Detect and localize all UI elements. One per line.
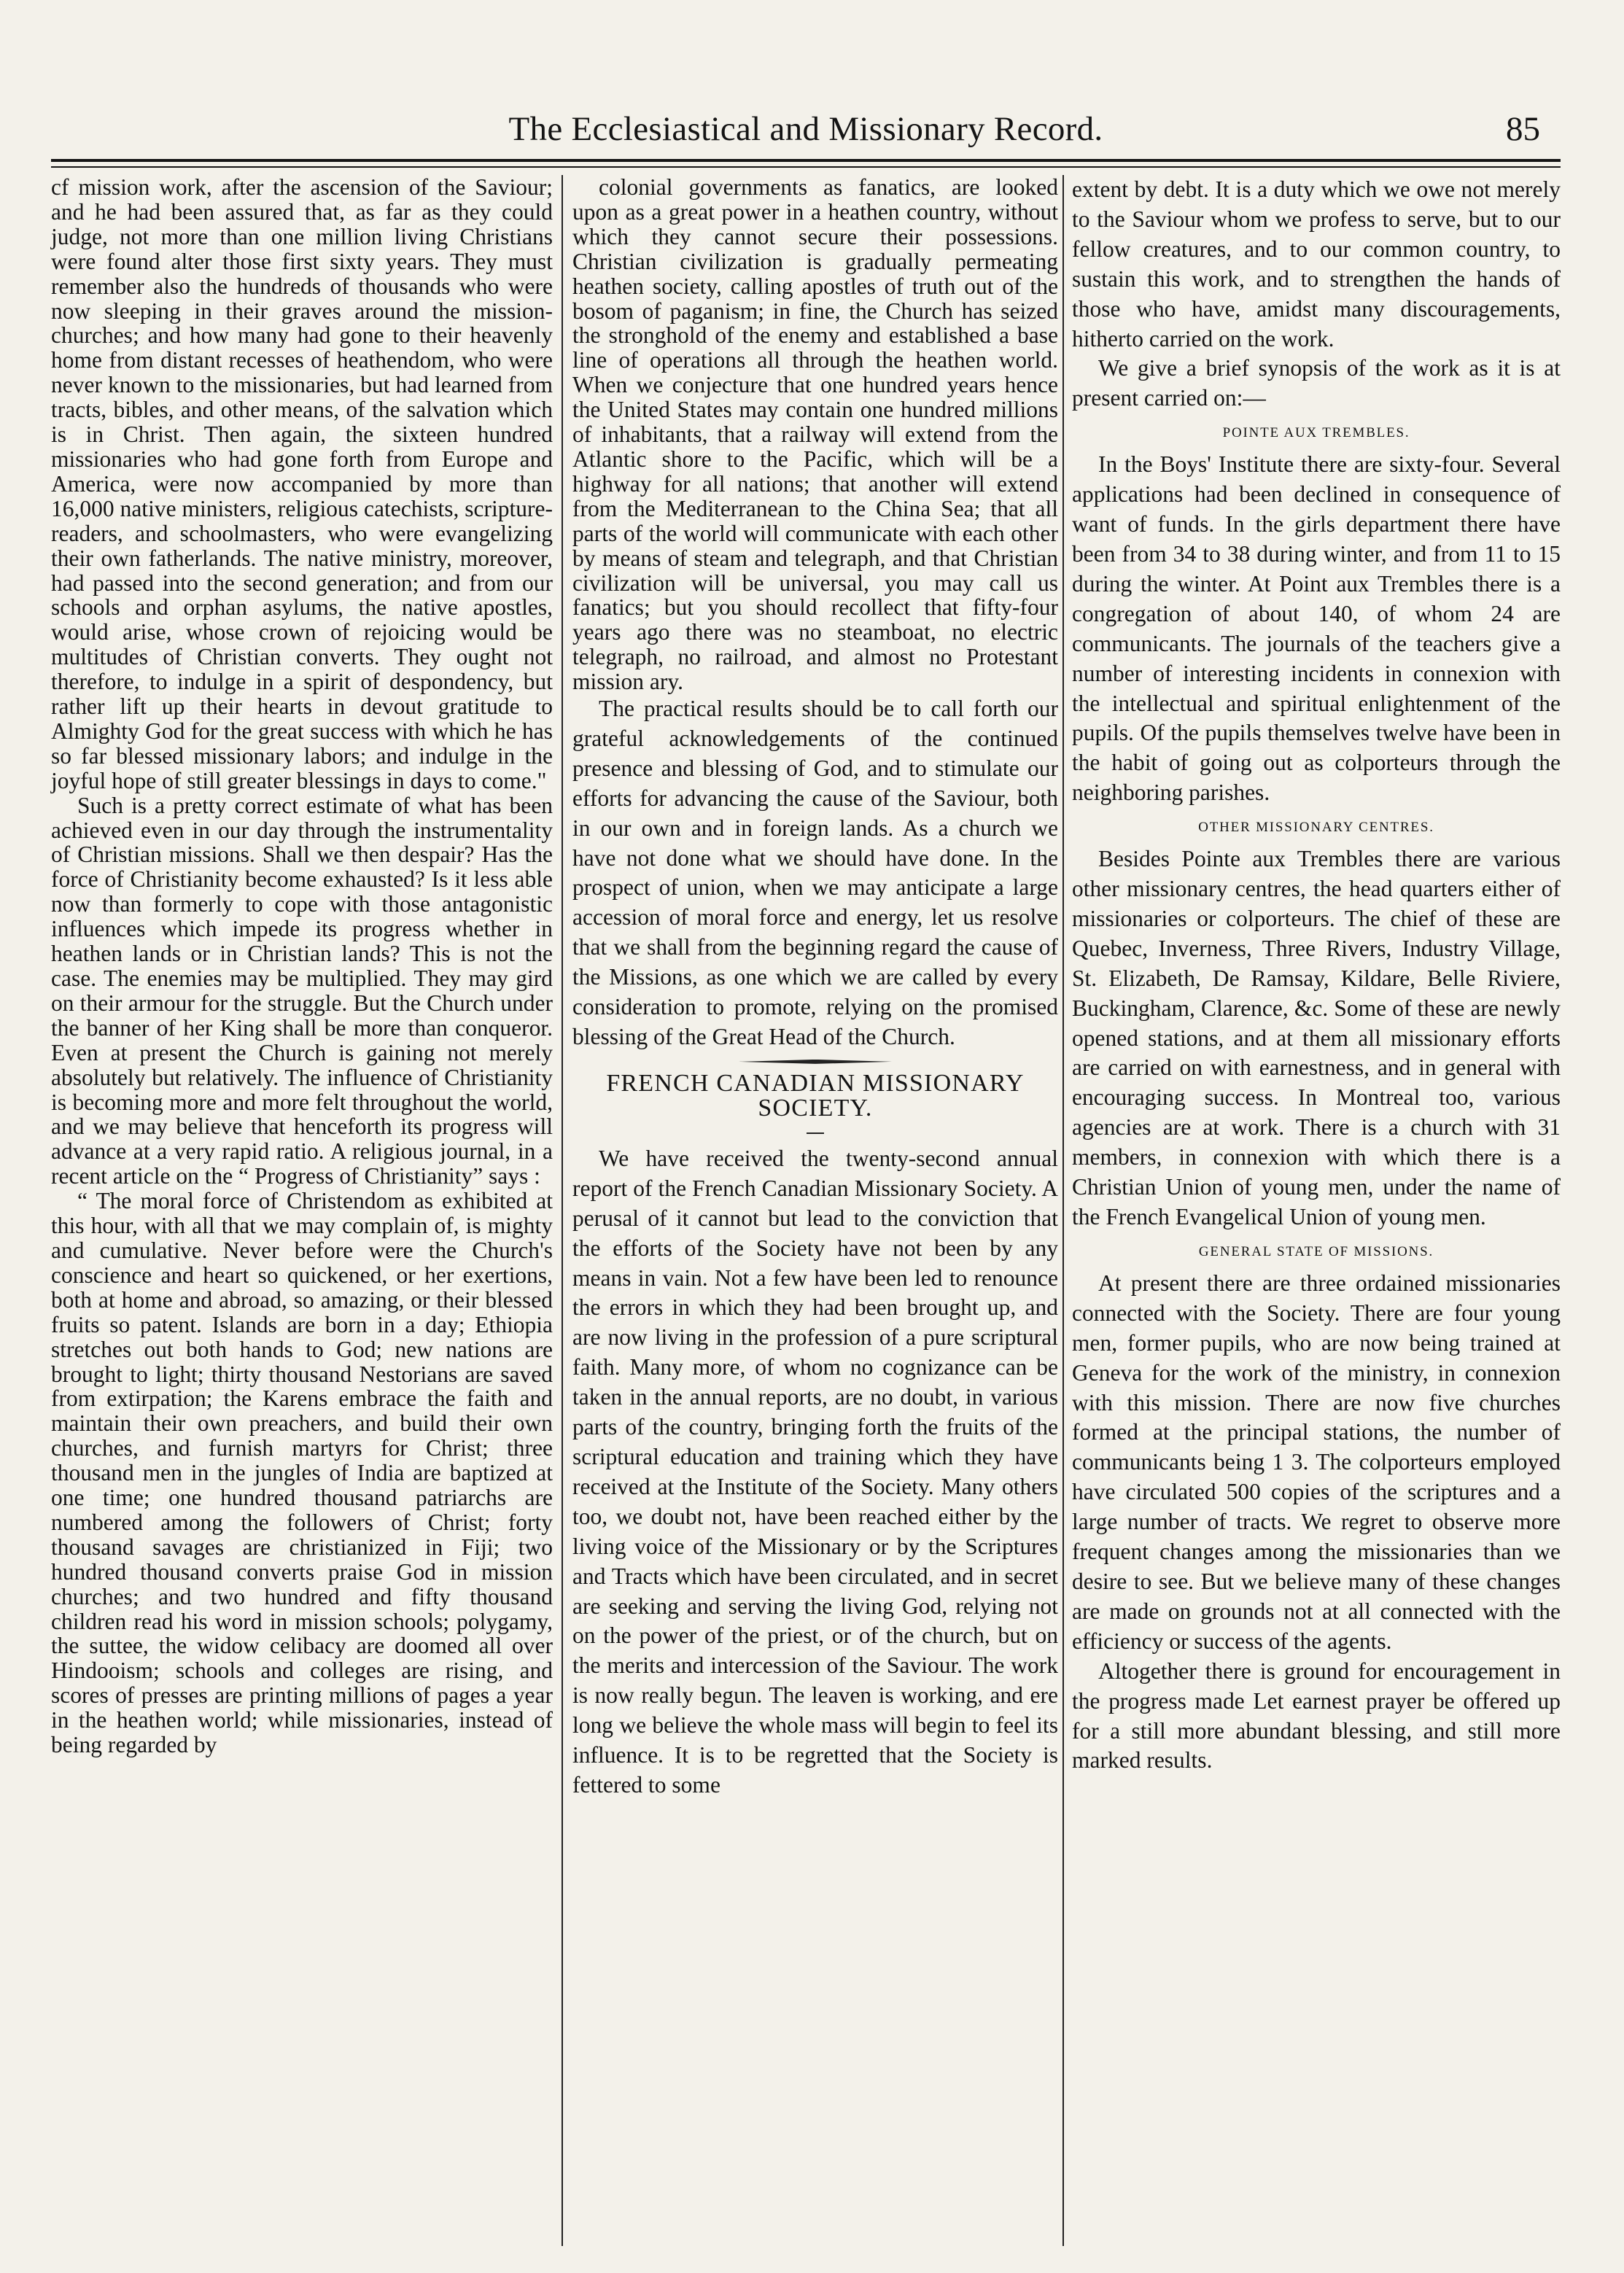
column-divider-right [1062, 175, 1064, 2246]
subheading: POINTE AUX TREMBLES. [1222, 425, 1410, 441]
column-right [1072, 175, 1561, 1776]
paragraph: colonial governments as fanatics, are looked upon as a great power in a heathen country, without which they cannot secure their possessions. Christian civilization is gradually permeating heathen society, calling apostles of truth out of the bosom of paganism; in fine, the Church has seized the stronghold of the enemy and established a base line of operations all through the heathen world. When we conjecture that one hundred years hence the United States may contain one hundred millions of inhabitants, that a railway will extend from the Atlantic shore to the Pacific, which will be a highway for all nations; that another will extend from the Mediterranean to the China Sea; that all parts of the world will communicate with each other by means of steam and telegraph, and that Christian civilization will be universal, you may call us fanatics; but you should recollect that fifty-four years ago there was no steamboat, no electric telegraph, no railroad, and almost no Protestant mission ary. [572, 174, 1058, 695]
paragraph: Such is a pretty correct estimate of what has been achieved even in our day through the instrumentality of Christian missions. Shall we then despair? Has the force of Christianity become exhausted? Is it less able now than formerly to cope with those antagonistic influences which impede its progress whether in heathen lands or in Christian lands? This is not the case. The enemies may be multiplied. They may gird on their armour for the struggle. But the Church under the banner of her King shall be more than conqueror. Even at present the Church is gaining not merely absolutely but relatively. The influence of Christianity is becoming more and more felt throughout the world, and we may believe that henceforth its progress will advance at a very rapid ratio. A religious journal, in a recent article on the “ Progress of Christianity” says : [51, 792, 553, 1189]
paragraph: We have received the twenty-second annual report of the French Canadian Missionary Society. A perusal of it cannot but lead to the conviction that the efforts of the Society have not been by any means in vain. Not a few have been led to renounce the errors in which they had been brought up, and are now living in the profession of a pure scriptural faith. Many more, of whom no cognizance can be taken in the annual reports, are no doubt, in various parts of the country, bringing forth the fruits of the scriptural education and training which they have received at the Institute of the Society. Many others too, we doubt not, have been reached either by the living voice of the Missionary or by the Scriptures and Tracts which have been circulated, and in secret are seeking and serving the living God, relying not on the power of the priest, or of the church, but on the merits and intercession of the Saviour. The work is now really begun. The leaven is working, and ere long we believe the whole mass will begin to feel its influence. It is to be regretted that the Society is fettered to some [572, 1145, 1058, 1798]
header-rule-thick [51, 159, 1561, 162]
subheading: GENERAL STATE OF MISSIONS. [1198, 1243, 1434, 1259]
article-continuation [572, 175, 1058, 694]
page-header [51, 109, 1561, 153]
header-rule-thin [51, 166, 1561, 168]
column-left [51, 175, 553, 1757]
paragraph: The practical results should be to call forth our grateful acknowledgements of the continued presence and blessing of God, and to stimulate our efforts for advancing the cause of the Saviour, both in our own and in foreign lands. As a church we have not done what we should have done. In the prospect of union, when we may anticipate a large accession of moral force and energy, let us resolve that we shall from the beginning regard the cause of the Missions, as one which we are called by every consideration to promote, relying on the promised blessing of the Great Head of the Church. [572, 696, 1058, 1049]
paragraph: We give a brief synopsis of the work as it is at present carried on:— [1072, 355, 1561, 411]
column-divider-left [562, 175, 563, 2246]
paragraph: Altogether there is ground for encouragement in the progress made Let earnest prayer be offered up for a still more abundant blessing, and still more marked results. [1072, 1658, 1561, 1773]
section-divider [739, 1060, 892, 1064]
paragraph: Besides Pointe aux Trembles there are various other missionary centres, the head quarters either of missionaries or colporteurs. The chief of these are Quebec, Inverness, Three Rivers, Industry Village, St. Elizabeth, De Ramsay, Kildare, Belle Riviere, Buckingham, Clarence, &c. Some of these are newly opened stations, and at them all missionary efforts are carried on with earnestness, and in general with encouraging success. In Montreal too, various agencies are at work. There is a church with 31 members, in connexion with which there is a Christian Union of young men, under the name of the French Evangelical Union of young men. [1072, 846, 1561, 1229]
page-number: 85 [1506, 110, 1540, 148]
article-conclusion [572, 694, 1058, 1800]
quotation-paragraph: “ The moral force of Christendom as exhibited at this hour, with all that we may complain of, is mighty and cumulative. Never before were the Church's conscience and heart so quickened, or her exertions, both at home and abroad, so amazing, or their blessed fruits so patent. Islands are born in a day; Ethiopia stretches out both hands to God; new nations are brought to light; thirty thousand Nestorians are saved from extirpation; the Karens embrace the faith and maintain their own preachers, and build their own churches, and furnish martyrs for Christ; three thousand men in the jungles of India are baptized at one time; one hundred thousand patriarchs are numbered among the followers of Christ; forty thousand savages are christianized in Fiji; two hundred thousand converts praise God in mission churches; and two hundred and fifty thousand children read his word in mission schools; polygamy, the suttee, the widow celibacy are doomed all over Hindooism; schools and colleges are rising, and scores of presses are printing millions of pages a year in the heathen world; while missionaries, instead of being regarded by [51, 1188, 553, 1758]
running-title: The Ecclesiastical and Missionary Record. [508, 110, 1103, 148]
title-dash [807, 1132, 824, 1134]
paragraph: extent by debt. It is a duty which we owe not merely to the Saviour whom we profess to serve, but to our fellow creatures, and to our common country, to sustain this work, and to strengthen the hands of those who have, amidst many discouragements, hitherto carried on the work. [1072, 176, 1561, 351]
section-title: FRENCH CANADIAN MISSIONARY SOCIETY. [606, 1069, 1025, 1122]
paragraph: cf mission work, after the ascension of the Saviour; and he had been assured that, as far as they could judge, not more than one million living Christians were found alter those first sixty years. They must remember also the hundreds of thousands who were now sleeping in their graves around the mission-churches; and how many had gone to their heavenly home from distant recesses of heathendom, who were never known to the missionaries, but had learned from tracts, bibles, and other means, of the salvation which is in Christ. Then again, the sixteen hundred missionaries who had gone forth from Europe and America, were now accompanied by more than 16,000 native ministers, religious catechists, scripture-readers, and schoolmasters, who were evangelizing their own fatherlands. The native ministry, moreover, had passed into the second generation; and from our schools and orphan asylums, the native apostles, would arise, whose crown of rejoicing would be multitudes of Christian converts. They ought not therefore, to indulge in a spirit of despondency, but rather lift up their hearts in devout gratitude to Almighty God for the great success with which he has so far blessed missionary labors; and indulge in the joyful hope of still greater blessings in days to come." [51, 174, 553, 793]
paragraph: In the Boys' Institute there are sixty-four. Several applications had been declined in consequence of want of funds. In the girls department there have been from 34 to 38 during winter, and from 11 to 15 during the winter. At Point aux Trembles there is a congregation of about 140, of whom 24 are communicants. The journals of the teachers give a number of interesting incidents in connexion with the intellectual and spiritual enlightenment of the pupils. Of the pupils themselves twelve have been in the habit of going out as colporteurs through the neighboring parishes. [1072, 451, 1561, 806]
paragraph: At present there are three ordained missionaries connected with the Society. There are four young men, former pupils, who are now being trained at Geneva for the work of the ministry, in connexion with this mission. There are now five churches formed at the principal stations, the number of communicants being 1 3. The colporteurs employed have circulated 500 copies of the scriptures and a large number of tracts. We regret to observe more frequent changes among the missionaries than we desire to see. But we believe many of these changes are made on grounds not at all connected with the efficiency or success of the agents. [1072, 1270, 1561, 1654]
column-middle [572, 175, 1058, 1800]
subheading: OTHER MISSIONARY CENTRES. [1198, 820, 1434, 836]
